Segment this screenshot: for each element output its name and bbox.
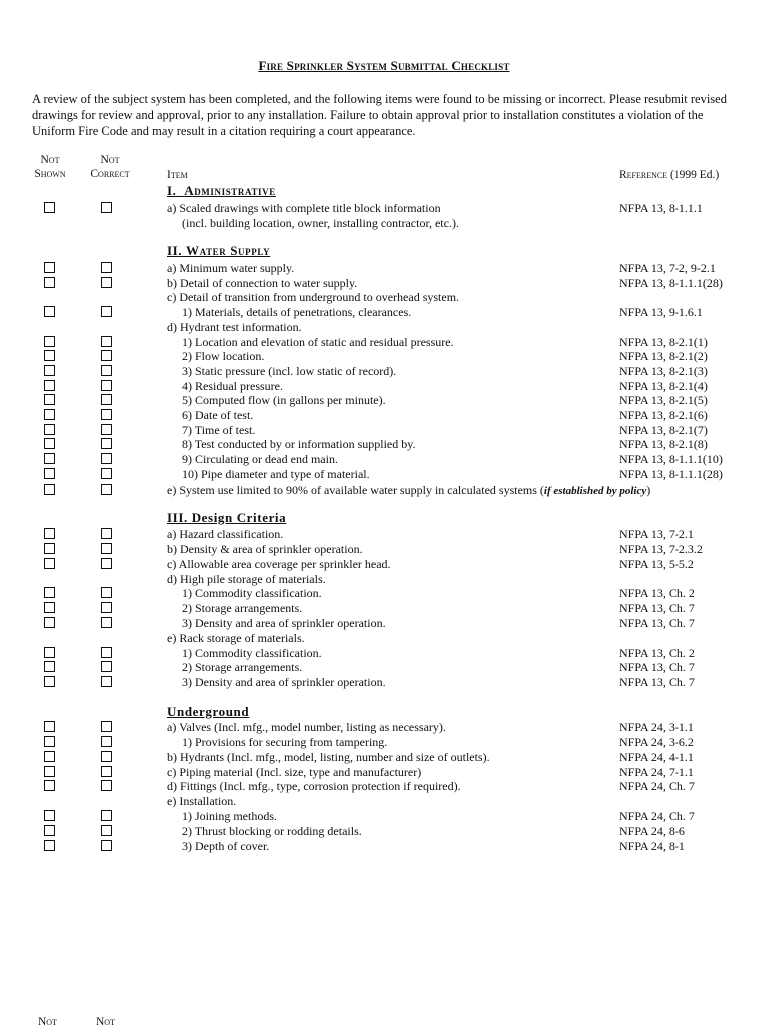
item-text — [182, 660, 302, 675]
checklist-row — [0, 646, 768, 661]
section-numeral: III. — [167, 510, 188, 525]
not-correct-checkbox[interactable] — [101, 350, 112, 361]
section-numeral: I. — [167, 183, 177, 198]
not-shown-checkbox[interactable] — [44, 202, 55, 213]
not-correct-checkbox[interactable] — [101, 365, 112, 376]
not-correct-checkbox[interactable] — [101, 825, 112, 836]
reference-text: NFPA 13, Ch. 7 — [619, 675, 695, 689]
not-correct-checkbox[interactable] — [101, 438, 112, 449]
item-text — [167, 779, 461, 794]
checklist-row — [0, 794, 768, 809]
item-text — [182, 423, 255, 438]
checklist-row — [0, 839, 768, 854]
checklist-row — [0, 335, 768, 350]
not-correct-checkbox[interactable] — [101, 306, 112, 317]
item-text — [182, 349, 264, 364]
reference-text: NFPA 13, 9-1.6.1 — [619, 305, 703, 319]
section-name: Administrative — [184, 183, 276, 198]
reference-text: NFPA 13, 8-1.1.1 — [619, 201, 703, 215]
checklist-row — [0, 660, 768, 675]
item-text — [182, 616, 386, 631]
not-shown-checkbox[interactable] — [44, 751, 55, 762]
not-shown-checkbox[interactable] — [44, 409, 55, 420]
reference-text: NFPA 13, 7-2, 9-2.1 — [619, 261, 716, 275]
not-correct-checkbox[interactable] — [101, 543, 112, 554]
checklist-row — [0, 675, 768, 690]
reference-text: NFPA 24, Ch. 7 — [619, 779, 695, 793]
item-label: 1) Commodity classification. — [182, 586, 322, 600]
item-text — [167, 290, 459, 305]
reference-text: NFPA 13, 7-2.1 — [619, 527, 694, 541]
checklist-row — [0, 290, 768, 305]
not-correct-checkbox[interactable] — [101, 736, 112, 747]
item-label: 3) Static pressure (incl. low static of record). — [182, 364, 397, 378]
not-shown-checkbox[interactable] — [44, 528, 55, 539]
item-label: 9) Circulating or dead end main. — [182, 452, 338, 466]
checklist-row — [0, 393, 768, 408]
reference-text: NFPA 13, 8-2.1(3) — [619, 364, 708, 378]
not-shown-line1: Not — [40, 154, 60, 166]
not-shown-checkbox[interactable] — [44, 306, 55, 317]
item-label: 1) Joining methods. — [182, 809, 277, 823]
item-text — [182, 216, 459, 231]
intro-paragraph — [32, 91, 732, 139]
not-shown-checkbox[interactable] — [44, 350, 55, 361]
checklist-row — [0, 379, 768, 394]
not-shown-checkbox[interactable] — [44, 602, 55, 613]
not-shown-checkbox[interactable] — [44, 365, 55, 376]
item-text — [182, 452, 338, 467]
item-label: 3) Depth of cover. — [182, 839, 270, 853]
checklist-row — [0, 216, 768, 231]
item-text — [167, 794, 236, 809]
not-shown-checkbox[interactable] — [44, 394, 55, 405]
page-title: Fire Sprinkler System Submittal Checklist — [258, 58, 510, 73]
item-text — [167, 631, 305, 646]
item-label: 5) Computed flow (in gallons per minute). — [182, 393, 386, 407]
checklist-row — [0, 557, 768, 572]
column-header-item: Item — [167, 169, 188, 181]
item-label: 8) Test conducted by or information supplied by. — [182, 437, 416, 451]
item-label: c) Piping material (Incl. size, type and manufacturer) — [167, 765, 422, 779]
checklist-row — [0, 276, 768, 291]
not-correct-checkbox[interactable] — [101, 676, 112, 687]
item-text — [182, 824, 362, 839]
reference-text: NFPA 13, 7-2.3.2 — [619, 542, 703, 556]
item-label: 6) Date of test. — [182, 408, 254, 422]
not-correct-checkbox[interactable] — [101, 409, 112, 420]
not-shown-checkbox[interactable] — [44, 780, 55, 791]
item-text — [182, 809, 277, 824]
item-label: 10) Pipe diameter and type of material. — [182, 467, 370, 481]
section-name: Underground — [167, 704, 250, 719]
not-shown-checkbox[interactable] — [44, 617, 55, 628]
item-label: 2) Thrust blocking or rodding details. — [182, 824, 362, 838]
reference-text: NFPA 13, 8-1.1.1(10) — [619, 452, 723, 466]
item-text — [167, 201, 441, 216]
item-label: (incl. building location, owner, installing contractor, etc.). — [182, 216, 459, 230]
not-correct-checkbox[interactable] — [101, 528, 112, 539]
not-shown-checkbox[interactable] — [44, 438, 55, 449]
item-note: if established by policy — [543, 485, 647, 497]
reference-edition: (1999 Ed.) — [667, 169, 720, 181]
not-correct-checkbox[interactable] — [101, 751, 112, 762]
checklist-row — [0, 408, 768, 423]
not-correct-checkbox[interactable] — [101, 587, 112, 598]
item-text — [182, 735, 387, 750]
reference-text: NFPA 13, Ch. 7 — [619, 601, 695, 615]
not-correct-checkbox[interactable] — [101, 721, 112, 732]
not-shown-checkbox[interactable] — [44, 766, 55, 777]
not-correct-checkbox[interactable] — [101, 336, 112, 347]
item-text — [182, 437, 415, 452]
item-text — [167, 483, 650, 499]
item-text — [167, 750, 490, 765]
not-shown-checkbox[interactable] — [44, 840, 55, 851]
not-shown-checkbox[interactable] — [44, 484, 55, 495]
column-header-not-correct — [84, 153, 136, 181]
not-shown-line2: Shown — [34, 168, 66, 180]
item-label: d) Fittings (Incl. mfg., type, corrosion protection if required). — [167, 779, 461, 793]
item-text — [182, 586, 322, 601]
footer-partial-header: Not — [38, 1016, 57, 1028]
checklist-row — [0, 201, 768, 216]
checklist-row — [0, 824, 768, 839]
not-shown-checkbox[interactable] — [44, 676, 55, 687]
item-label: a) Valves (Incl. mfg., model number, listing as necessary). — [167, 720, 446, 734]
checklist-row — [0, 616, 768, 631]
item-label: e) Rack storage of materials. — [167, 631, 305, 645]
checklist-row — [0, 542, 768, 557]
reference-text: NFPA 24, 3-1.1 — [619, 720, 694, 734]
not-shown-checkbox[interactable] — [44, 380, 55, 391]
item-text — [182, 839, 269, 854]
intro-text: A review of the subject system has been completed, and the following items were found to be missing or incorrect. Please resubmit revised drawings for review and approval, prior to any installation. Failure to obtain approval prior to installation constitutes a violation of the Uniform Fire Code and may result in a citation requiring a court appearance. — [32, 92, 727, 138]
item-text — [167, 720, 446, 735]
checklist-row — [0, 261, 768, 276]
checklist-row — [0, 750, 768, 765]
reference-text: NFPA 13, 8-2.1(2) — [619, 349, 708, 363]
item-text — [182, 379, 283, 394]
reference-text: NFPA 24, 3-6.2 — [619, 735, 694, 749]
item-label: 2) Flow location. — [182, 349, 265, 363]
item-text — [182, 675, 386, 690]
item-text — [182, 335, 454, 350]
item-text — [182, 467, 370, 482]
reference-text: NFPA 24, 8-1 — [619, 839, 685, 853]
reference-text: NFPA 13, Ch. 2 — [619, 646, 695, 660]
checklist-row — [0, 631, 768, 646]
section-name: Design Criteria — [191, 510, 287, 525]
checklist-row — [0, 483, 768, 498]
reference-text: NFPA 13, 8-2.1(7) — [619, 423, 708, 437]
not-correct-checkbox[interactable] — [101, 661, 112, 672]
column-header-not-shown — [28, 153, 72, 181]
not-correct-checkbox[interactable] — [101, 202, 112, 213]
checklist-row — [0, 423, 768, 438]
not-correct-checkbox[interactable] — [101, 380, 112, 391]
reference-text: NFPA 13, 8-1.1.1(28) — [619, 276, 723, 290]
checklist-row — [0, 572, 768, 587]
section-numeral: II. — [167, 243, 183, 258]
item-label: b) Hydrants (Incl. mfg., model, listing, number and size of outlets). — [167, 750, 490, 764]
item-text — [182, 393, 386, 408]
not-correct-checkbox[interactable] — [101, 647, 112, 658]
checklist-row — [0, 437, 768, 452]
checklist-row — [0, 765, 768, 780]
reference-text: NFPA 13, 8-2.1(6) — [619, 408, 708, 422]
checklist-row — [0, 320, 768, 335]
checklist-row — [0, 349, 768, 364]
checklist-row — [0, 809, 768, 824]
item-label: 2) Storage arrangements. — [182, 601, 303, 615]
reference-text: NFPA 13, 8-1.1.1(28) — [619, 467, 723, 481]
item-label: d) High pile storage of materials. — [167, 572, 326, 586]
not-correct-checkbox[interactable] — [101, 766, 112, 777]
item-label: 1) Materials, details of penetrations, clearances. — [182, 305, 412, 319]
not-correct-checkbox[interactable] — [101, 262, 112, 273]
not-correct-checkbox[interactable] — [101, 810, 112, 821]
item-text — [167, 765, 421, 780]
section-underground — [167, 705, 249, 719]
checklist-row — [0, 779, 768, 794]
column-header-reference — [619, 168, 719, 182]
not-shown-checkbox[interactable] — [44, 825, 55, 836]
section-administrative — [167, 184, 276, 198]
not-shown-checkbox[interactable] — [44, 736, 55, 747]
section-water-supply — [167, 244, 270, 258]
checklist-row — [0, 720, 768, 735]
checklist-row — [0, 452, 768, 467]
not-correct-line2: Correct — [90, 168, 130, 180]
item-label: b) Detail of connection to water supply. — [167, 276, 358, 290]
section-design-criteria — [167, 511, 286, 525]
item-text — [167, 276, 357, 291]
item-label: 2) Storage arrangements. — [182, 660, 303, 674]
item-text — [167, 261, 294, 276]
not-shown-checkbox[interactable] — [44, 543, 55, 554]
item-label: e) System use limited to 90% of available water supply in calculated systems ( — [167, 483, 544, 497]
item-label: a) Minimum water supply. — [167, 261, 295, 275]
not-shown-checkbox[interactable] — [44, 277, 55, 288]
not-correct-checkbox[interactable] — [101, 617, 112, 628]
not-correct-checkbox[interactable] — [101, 424, 112, 435]
reference-text: NFPA 24, Ch. 7 — [619, 809, 695, 823]
item-note-close: ) — [646, 483, 651, 497]
item-label: 3) Density and area of sprinkler operation. — [182, 616, 386, 630]
item-label: 1) Provisions for securing from tampering. — [182, 735, 388, 749]
checklist-row — [0, 467, 768, 482]
not-correct-checkbox[interactable] — [101, 277, 112, 288]
checklist-row — [0, 527, 768, 542]
not-shown-checkbox[interactable] — [44, 721, 55, 732]
not-correct-checkbox[interactable] — [101, 453, 112, 464]
not-shown-checkbox[interactable] — [44, 468, 55, 479]
not-shown-checkbox[interactable] — [44, 810, 55, 821]
not-shown-checkbox[interactable] — [44, 262, 55, 273]
item-label: a) Hazard classification. — [167, 527, 284, 541]
item-label: 1) Location and elevation of static and residual pressure. — [182, 335, 454, 349]
not-shown-checkbox[interactable] — [44, 661, 55, 672]
item-label: 1) Commodity classification. — [182, 646, 322, 660]
reference-text: NFPA 13, 8-2.1(1) — [619, 335, 708, 349]
item-label: d) Hydrant test information. — [167, 320, 302, 334]
not-shown-checkbox[interactable] — [44, 558, 55, 569]
not-correct-checkbox[interactable] — [101, 484, 112, 495]
reference-text: NFPA 13, 8-2.1(8) — [619, 437, 708, 451]
item-text — [167, 542, 363, 557]
reference-text: NFPA 24, 8-6 — [619, 824, 685, 838]
not-correct-checkbox[interactable] — [101, 394, 112, 405]
not-shown-checkbox[interactable] — [44, 424, 55, 435]
not-correct-checkbox[interactable] — [101, 468, 112, 479]
not-shown-checkbox[interactable] — [44, 336, 55, 347]
not-correct-checkbox[interactable] — [101, 780, 112, 791]
item-text — [182, 364, 396, 379]
not-correct-line1: Not — [100, 154, 120, 166]
checklist-row — [0, 586, 768, 601]
reference-text: NFPA 13, Ch. 7 — [619, 616, 695, 630]
item-text — [182, 305, 411, 320]
not-correct-checkbox[interactable] — [101, 558, 112, 569]
not-shown-checkbox[interactable] — [44, 453, 55, 464]
reference-text: NFPA 13, 8-2.1(4) — [619, 379, 708, 393]
reference-text: NFPA 13, 8-2.1(5) — [619, 393, 708, 407]
item-label: 7) Time of test. — [182, 423, 256, 437]
not-shown-checkbox[interactable] — [44, 587, 55, 598]
reference-text: NFPA 24, 4-1.1 — [619, 750, 694, 764]
item-label: e) Installation. — [167, 794, 237, 808]
checklist-row — [0, 305, 768, 320]
item-label: 4) Residual pressure. — [182, 379, 283, 393]
item-text — [167, 572, 326, 587]
item-text — [182, 601, 302, 616]
item-text — [182, 646, 322, 661]
item-label: c) Allowable area coverage per sprinkler head. — [167, 557, 391, 571]
not-correct-checkbox[interactable] — [101, 602, 112, 613]
item-text — [182, 408, 253, 423]
reference-text: NFPA 13, 5-5.2 — [619, 557, 694, 571]
checklist-row — [0, 735, 768, 750]
reference-label: Reference — [619, 169, 668, 181]
footer-partial-header: Not — [96, 1016, 115, 1028]
item-label: a) Scaled drawings with complete title block information — [167, 201, 441, 215]
item-text — [167, 320, 302, 335]
item-label: 3) Density and area of sprinkler operation. — [182, 675, 386, 689]
checklist-row — [0, 364, 768, 379]
reference-text: NFPA 24, 7-1.1 — [619, 765, 694, 779]
checklist-row — [0, 601, 768, 616]
not-correct-checkbox[interactable] — [101, 840, 112, 851]
item-text — [167, 557, 391, 572]
item-label: b) Density & area of sprinkler operation. — [167, 542, 363, 556]
item-label: c) Detail of transition from underground to overhead system. — [167, 290, 460, 304]
reference-text: NFPA 13, Ch. 7 — [619, 660, 695, 674]
section-name: Water Supply — [186, 243, 271, 258]
reference-text: NFPA 13, Ch. 2 — [619, 586, 695, 600]
item-text — [167, 527, 283, 542]
not-shown-checkbox[interactable] — [44, 647, 55, 658]
